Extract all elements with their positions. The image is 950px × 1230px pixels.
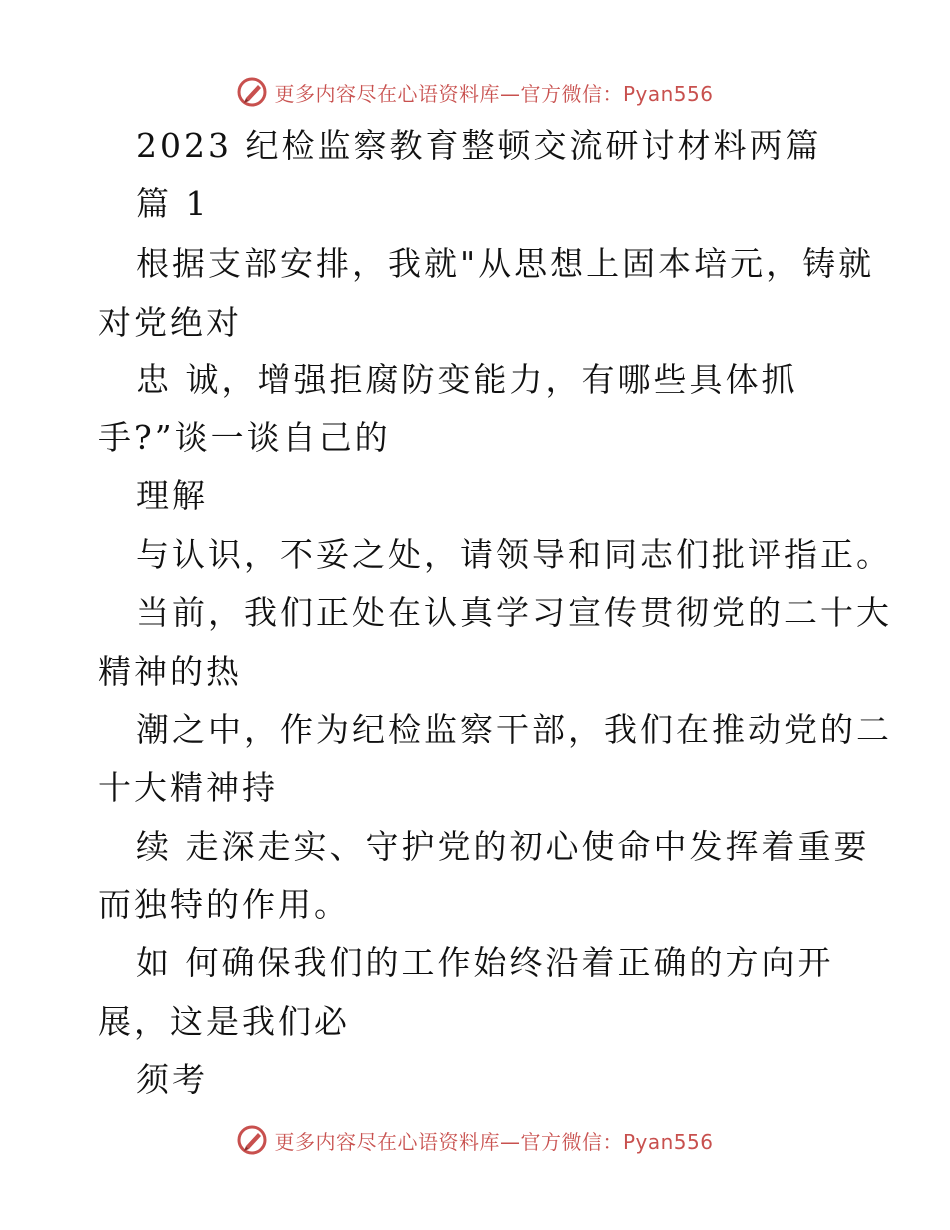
section-heading: 篇 1 — [136, 184, 210, 223]
pen-circle-logo-icon — [236, 1124, 268, 1156]
text-line: 手?”谈一谈自己的 — [98, 418, 391, 457]
document-title: 2023 纪检监察教育整顿交流研讨材料两篇 — [136, 126, 822, 165]
text-line: 潮之中，作为纪检监察干部，我们在推动党的二 — [136, 710, 892, 749]
text-line: 展，这是我们必 — [98, 1002, 350, 1041]
text-line: 而独特的作用。 — [98, 885, 350, 924]
text-line: 精神的热 — [98, 652, 242, 691]
watermark-text: 更多内容尽在心语资料库—官方微信：Pyan556 — [274, 81, 714, 106]
text-line: 根据支部安排，我就"从思想上固本培元，铸就 — [136, 244, 875, 283]
text-line: 对党绝对 — [98, 303, 242, 342]
text-line: 忠 诚，增强拒腐防变能力，有哪些具体抓 — [136, 360, 798, 399]
text-line: 与认识，不妥之处，请领导和同志们批评指正。 — [136, 535, 892, 574]
text-line: 续 走深走实、守护党的初心使命中发挥着重要 — [136, 827, 870, 866]
text-line: 十大精神持 — [98, 768, 278, 807]
watermark-text: 更多内容尽在心语资料库—官方微信：Pyan556 — [274, 1129, 714, 1154]
text-line: 当前，我们正处在认真学习宣传贯彻党的二十大 — [136, 593, 892, 632]
footer-watermark — [0, 1120, 950, 1160]
text-line: 理解 — [136, 476, 208, 515]
text-line: 须考 — [136, 1060, 208, 1099]
text-line: 如 何确保我们的工作始终沿着正确的方向开 — [136, 943, 834, 982]
